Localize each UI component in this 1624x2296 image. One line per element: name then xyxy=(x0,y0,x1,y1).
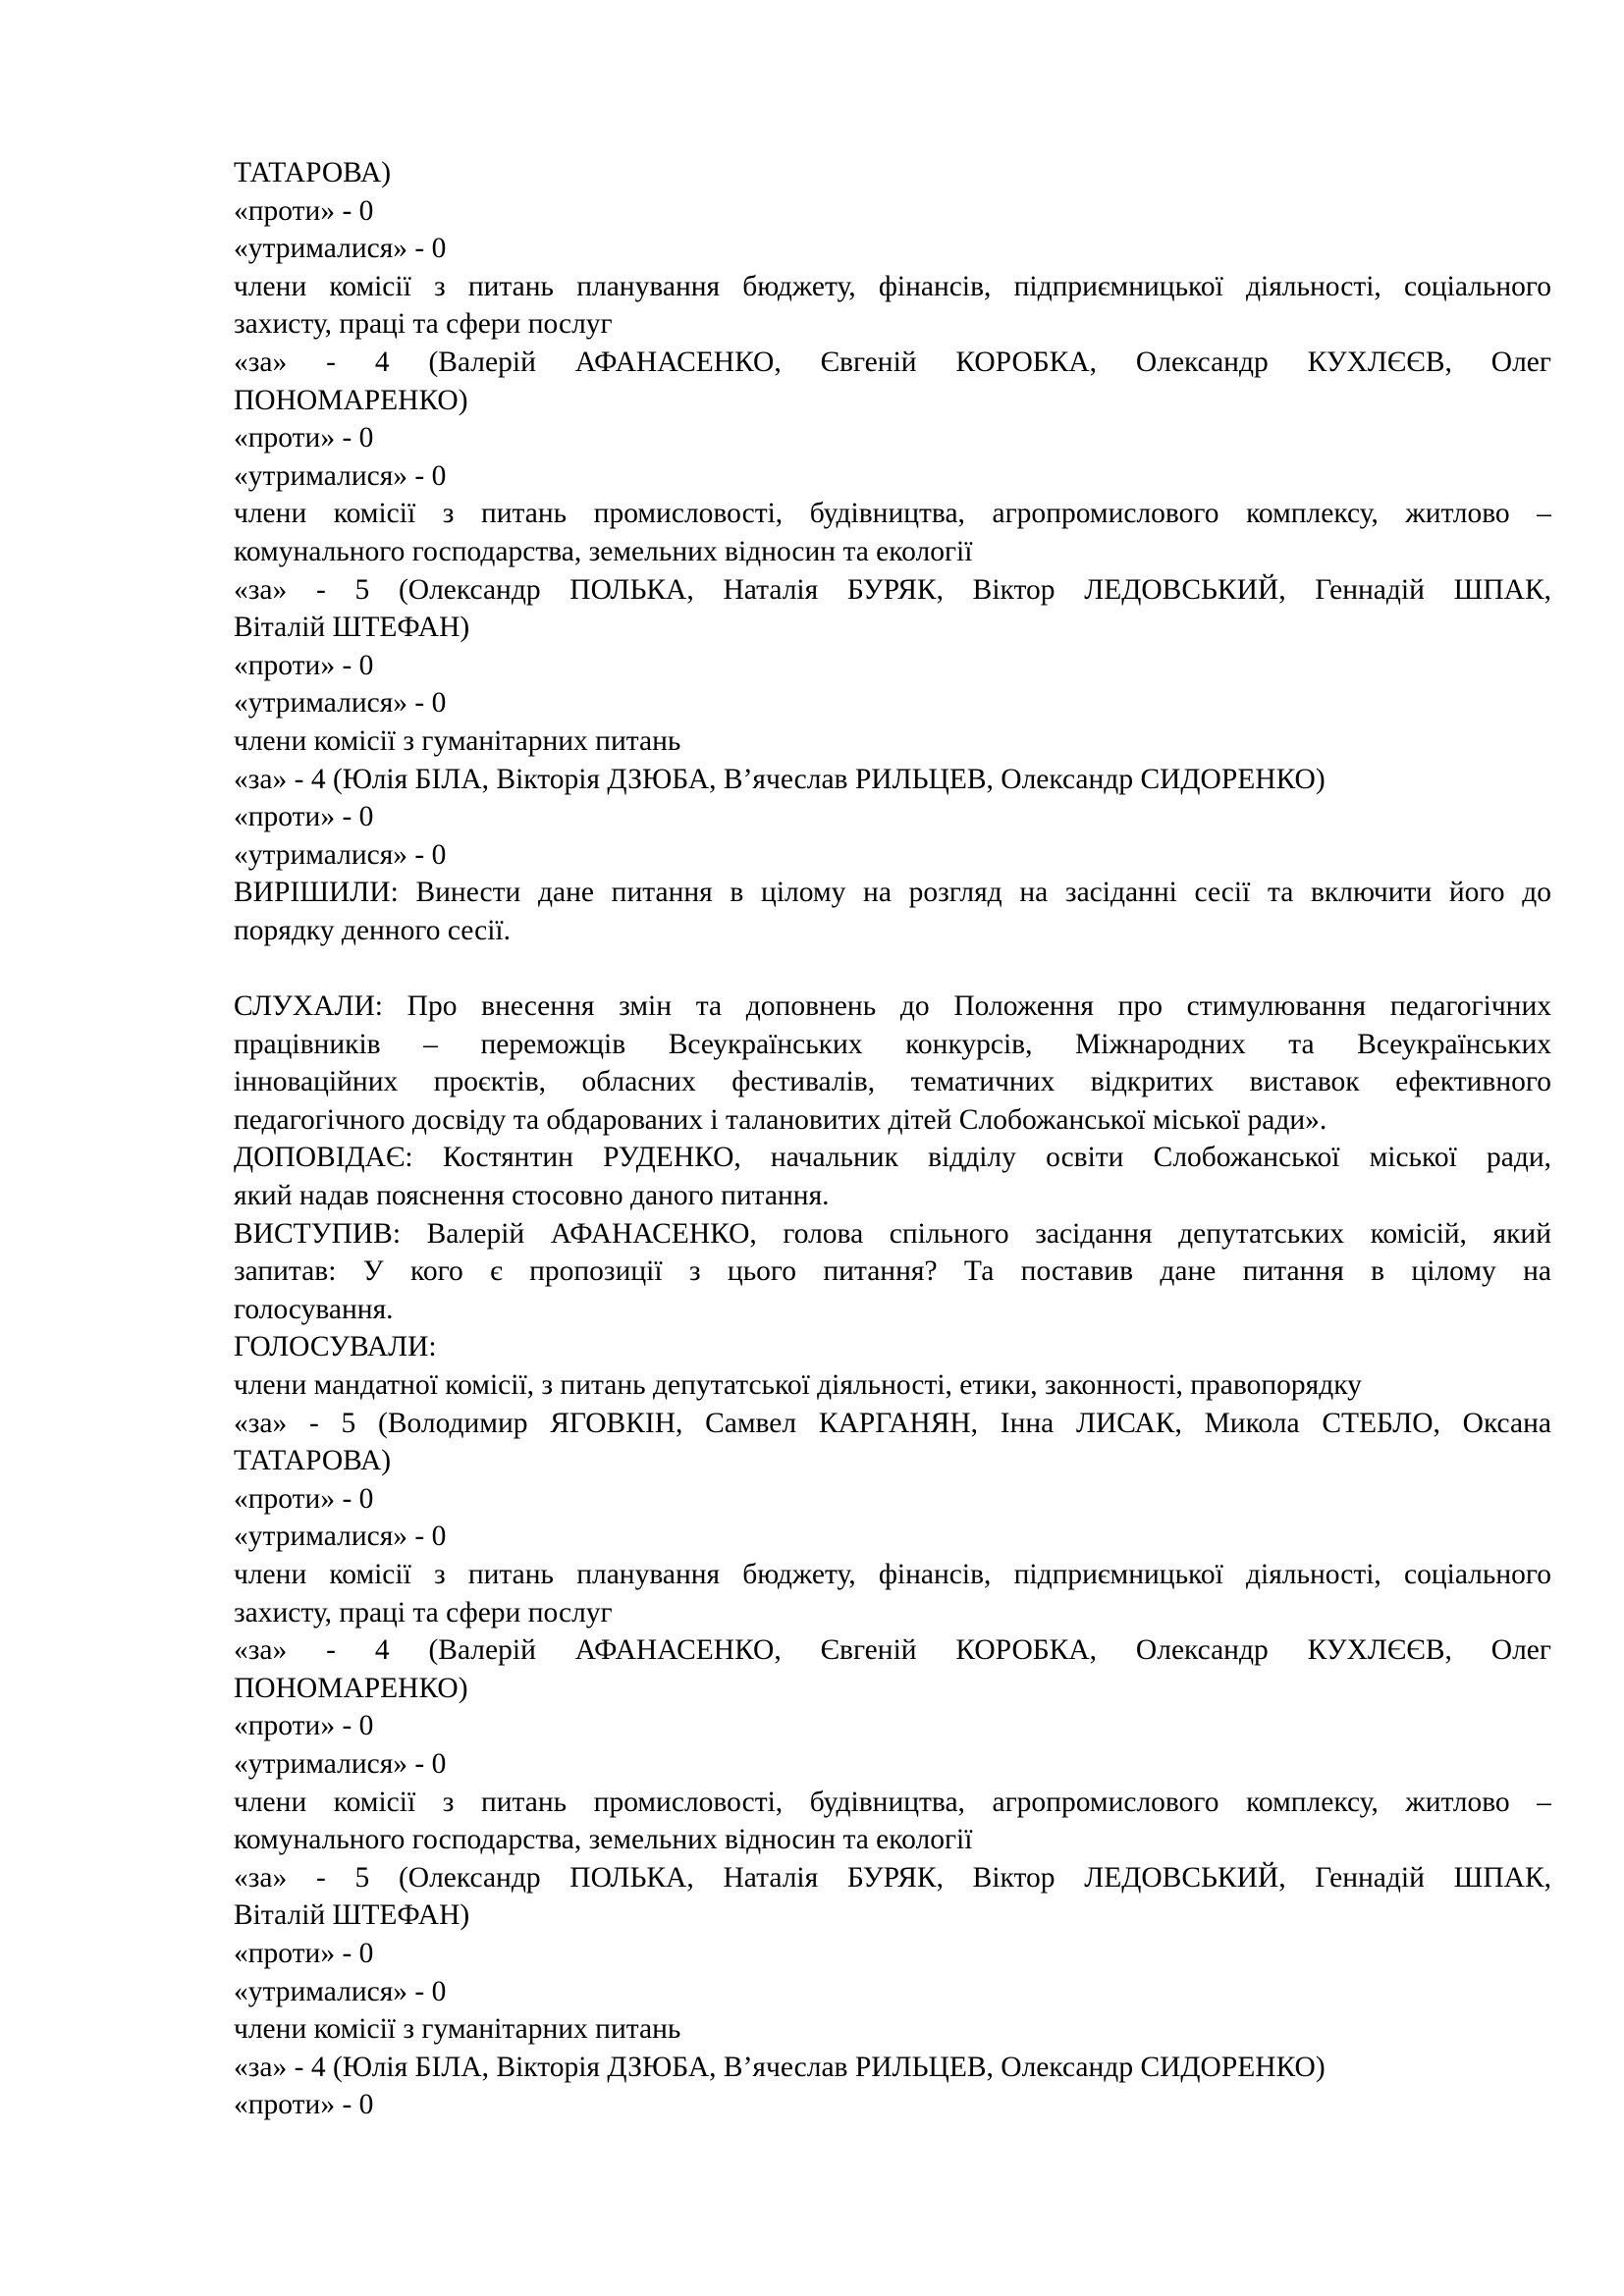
document-line: комунального господарства, земельних відносин та екології xyxy=(234,535,973,567)
document-line: «утрималися» - 0 xyxy=(234,1975,447,2007)
document-line: який надав пояснення стосовно даного питання. xyxy=(234,1180,830,1212)
document-line: голосування. xyxy=(234,1293,394,1325)
document-line: члени мандатної комісії, з питань депутатської діяльності, етики, законності, правопорядку xyxy=(234,1369,1362,1401)
document-line: члени комісії з гуманітарних питань xyxy=(234,724,681,757)
document-line: педагогічного досвіду та обдарованих і талановитих дітей Слобожанської міської ради». xyxy=(234,1103,1327,1136)
document-line: Віталій ШТЕФАН) xyxy=(234,1899,470,1932)
document-line: «за» - 4 (Юлія БІЛА, Вікторія ДЗЮБА, В’ячеслав РИЛЬЦЕВ, Олександр СИДОРЕНКО) xyxy=(234,763,1326,795)
document-line: «утрималися» - 0 xyxy=(234,1521,447,1553)
document-line: ТАТАРОВА) xyxy=(234,157,392,188)
document-line: члени комісії з питань промисловості, будівництва, агропромислового комплексу, житлово – xyxy=(234,498,1551,530)
document-line: комунального господарства, земельних відносин та екології xyxy=(234,1824,973,1856)
document-line: працівників – переможців Всеукраїнських конкурсів, Міжнародних та Всеукраїнських xyxy=(234,1028,1551,1060)
document-line: Віталій ШТЕФАН) xyxy=(234,612,470,644)
document-line: інноваційних проєктів, обласних фестивалів, тематичних відкритих виставок ефективного xyxy=(234,1066,1551,1098)
document-line: «проти» - 0 xyxy=(234,1482,374,1515)
document-line: ГОЛОСУВАЛИ: xyxy=(234,1331,437,1363)
document-line: ТАТАРОВА) xyxy=(234,1445,392,1477)
document-line: «проти» - 0 xyxy=(234,1937,374,1969)
document-line: «проти» - 0 xyxy=(234,1710,374,1742)
document-line: «проти» - 0 xyxy=(234,422,374,454)
document-line: ДОПОВІДАЄ: Костянтин РУДЕНКО, начальник відділу освіти Слобожанської міської ради, xyxy=(234,1142,1551,1174)
document-line: «за» - 5 (Володимир ЯГОВКІН, Самвел КАРГАНЯН, Інна ЛИСАК, Микола СТЕБЛО, Оксана xyxy=(234,1407,1551,1439)
document-line: «утрималися» - 0 xyxy=(234,459,447,492)
document-line: «за» - 4 (Юлія БІЛА, Вікторія ДЗЮБА, В’ячеслав РИЛЬЦЕВ, Олександр СИДОРЕНКО) xyxy=(234,2051,1326,2083)
document-line: члени комісії з питань промисловості, будівництва, агропромислового комплексу, житлово – xyxy=(234,1786,1551,1818)
document-line: ПОНОМАРЕНКО) xyxy=(234,1672,468,1704)
document-line: ВИРІШИЛИ: Винести дане питання в цілому на розгляд на засіданні сесії та включити його до xyxy=(234,877,1551,909)
document-line: «за» - 5 (Олександр ПОЛЬКА, Наталія БУРЯК, Віктор ЛЕДОВСЬКИЙ, Геннадій ШПАК, xyxy=(234,573,1551,606)
document-line: члени комісії з питань планування бюджету, фінансів, підприємницької діяльності, соціального xyxy=(234,1558,1551,1590)
document-line: «за» - 5 (Олександр ПОЛЬКА, Наталія БУРЯК, Віктор ЛЕДОВСЬКИЙ, Геннадій ШПАК, xyxy=(234,1861,1551,1894)
document-line: члени комісії з питань планування бюджету, фінансів, підприємницької діяльності, соціального xyxy=(234,270,1551,302)
document-line: захисту, праці та сфери послуг xyxy=(234,308,613,341)
document-line: «проти» - 0 xyxy=(234,2089,374,2121)
document-line: члени комісії з гуманітарних питань xyxy=(234,2013,681,2046)
document-line: «утрималися» - 0 xyxy=(234,687,447,720)
document-line: «утрималися» - 0 xyxy=(234,838,447,871)
document-line: «за» - 4 (Валерій АФАНАСЕНКО, Євгеній КОРОБКА, Олександр КУХЛЄЄВ, Олег xyxy=(234,346,1551,378)
document-line: порядку денного сесії. xyxy=(234,914,511,946)
document-line: «утрималися» - 0 xyxy=(234,1747,447,1780)
document-line: «за» - 4 (Валерій АФАНАСЕНКО, Євгеній КОРОБКА, Олександр КУХЛЄЄВ, Олег xyxy=(234,1634,1551,1667)
document-line: «утрималися» - 0 xyxy=(234,233,447,265)
document-page xyxy=(234,154,1551,2124)
document-line: СЛУХАЛИ: Про внесення змін та доповнень до Положення про стимулювання педагогічних xyxy=(234,990,1551,1023)
paragraph-spacer xyxy=(234,949,1551,988)
document-line: «проти» - 0 xyxy=(234,801,374,833)
document-line: «проти» - 0 xyxy=(234,194,374,227)
document-line: запитав: У кого є пропозиції з цього питання? Та поставив дане питання в цілому на xyxy=(234,1255,1551,1288)
document-line: «проти» - 0 xyxy=(234,649,374,681)
document-line: ПОНОМАРЕНКО) xyxy=(234,384,468,416)
document-line: ВИСТУПИВ: Валерій АФАНАСЕНКО, голова спільного засідання депутатських комісій, який xyxy=(234,1217,1551,1250)
document-line: захисту, праці та сфери послуг xyxy=(234,1596,613,1629)
